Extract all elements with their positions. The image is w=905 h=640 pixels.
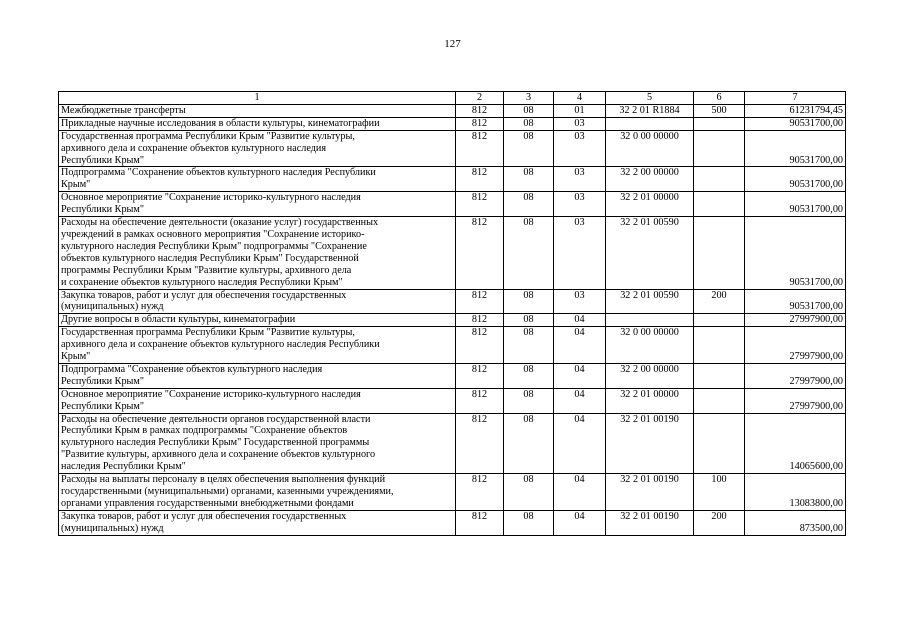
column-header: 7 bbox=[745, 92, 846, 105]
table-row bbox=[59, 413, 846, 474]
amount-cell: 90531700,00 bbox=[745, 167, 846, 192]
amount-cell: 873500,00 bbox=[745, 510, 846, 535]
table-row bbox=[59, 363, 846, 388]
item-name-cell: Подпрограмма "Сохранение объектов культурного наследия Республики Крым" bbox=[59, 363, 456, 388]
expense-type-cell: 200 bbox=[694, 510, 745, 535]
subsection-cell: 03 bbox=[554, 117, 606, 130]
table-row bbox=[59, 167, 846, 192]
code-cell: 812 bbox=[456, 217, 504, 289]
subsection-cell: 03 bbox=[554, 167, 606, 192]
column-header: 6 bbox=[694, 92, 745, 105]
subsection-cell: 03 bbox=[554, 192, 606, 217]
budget-table bbox=[58, 91, 846, 536]
code-cell: 812 bbox=[456, 104, 504, 117]
code-cell: 812 bbox=[456, 117, 504, 130]
expense-type-cell: 100 bbox=[694, 474, 745, 511]
amount-cell: 14065600,00 bbox=[745, 413, 846, 474]
item-name-cell: Закупка товаров, работ и услуг для обеспечения государственных (муниципальных) нужд bbox=[59, 289, 456, 314]
amount-cell: 13083800,00 bbox=[745, 474, 846, 511]
code-cell: 812 bbox=[456, 363, 504, 388]
code-cell: 812 bbox=[456, 130, 504, 167]
subsection-cell: 01 bbox=[554, 104, 606, 117]
code-cell: 812 bbox=[456, 167, 504, 192]
table-row bbox=[59, 510, 846, 535]
expense-type-cell bbox=[694, 388, 745, 413]
target-article-cell bbox=[606, 314, 694, 327]
item-name-cell: Межбюджетные трансферты bbox=[59, 104, 456, 117]
section-cell: 08 bbox=[504, 289, 554, 314]
table-row bbox=[59, 217, 846, 289]
expense-type-cell bbox=[694, 192, 745, 217]
item-name-cell: Государственная программа Республики Крым "Развитие культуры, архивного дела и сохранение объектов культурного наследия Республики Крым" bbox=[59, 130, 456, 167]
code-cell: 812 bbox=[456, 192, 504, 217]
amount-cell: 90531700,00 bbox=[745, 289, 846, 314]
code-cell: 812 bbox=[456, 327, 504, 364]
target-article-cell: 32 2 01 00590 bbox=[606, 289, 694, 314]
target-article-cell: 32 2 01 00190 bbox=[606, 510, 694, 535]
target-article-cell: 32 2 01 00000 bbox=[606, 388, 694, 413]
table-row bbox=[59, 327, 846, 364]
column-header: 5 bbox=[606, 92, 694, 105]
table-header-row bbox=[59, 92, 846, 105]
subsection-cell: 03 bbox=[554, 217, 606, 289]
amount-cell: 27997900,00 bbox=[745, 314, 846, 327]
section-cell: 08 bbox=[504, 117, 554, 130]
item-name-cell: Расходы на обеспечение деятельности (оказание услуг) государственных учреждений в рамках основного мероприятия "Сохранение историко- культурного наследия Республики Крым" подпрограммы "Сохранение объектов культурного наследия Республики Крым" Государственной программы Республики Крым "Развитие культуры, архивного дела и сохранение объектов культурного наследия Республики Крым" bbox=[59, 217, 456, 289]
table-row bbox=[59, 474, 846, 511]
section-cell: 08 bbox=[504, 363, 554, 388]
code-cell: 812 bbox=[456, 413, 504, 474]
item-name-cell: Закупка товаров, работ и услуг для обеспечения государственных (муниципальных) нужд bbox=[59, 510, 456, 535]
section-cell: 08 bbox=[504, 474, 554, 511]
expense-type-cell bbox=[694, 327, 745, 364]
expense-type-cell bbox=[694, 167, 745, 192]
column-header: 4 bbox=[554, 92, 606, 105]
amount-cell: 90531700,00 bbox=[745, 217, 846, 289]
subsection-cell: 04 bbox=[554, 363, 606, 388]
table-row bbox=[59, 388, 846, 413]
section-cell: 08 bbox=[504, 314, 554, 327]
expense-type-cell bbox=[694, 217, 745, 289]
code-cell: 812 bbox=[456, 474, 504, 511]
column-header: 2 bbox=[456, 92, 504, 105]
amount-cell: 90531700,00 bbox=[745, 192, 846, 217]
subsection-cell: 04 bbox=[554, 327, 606, 364]
table-body bbox=[59, 104, 846, 535]
subsection-cell: 03 bbox=[554, 289, 606, 314]
table-row bbox=[59, 314, 846, 327]
item-name-cell: Подпрограмма "Сохранение объектов культурного наследия Республики Крым" bbox=[59, 167, 456, 192]
table-row bbox=[59, 104, 846, 117]
code-cell: 812 bbox=[456, 289, 504, 314]
subsection-cell: 04 bbox=[554, 314, 606, 327]
section-cell: 08 bbox=[504, 192, 554, 217]
item-name-cell: Основное мероприятие "Сохранение историко-культурного наследия Республики Крым" bbox=[59, 192, 456, 217]
subsection-cell: 04 bbox=[554, 413, 606, 474]
target-article-cell: 32 0 00 00000 bbox=[606, 327, 694, 364]
page-number: 127 bbox=[444, 38, 461, 50]
target-article-cell: 32 2 01 00190 bbox=[606, 474, 694, 511]
item-name-cell: Расходы на обеспечение деятельности органов государственной власти Республики Крым в рамках подпрограммы "Сохранение объектов культурного наследия Республики Крым" Государственной программы "Развитие культуры, архивного дела и сохранение объектов культурного наследия Республики Крым" bbox=[59, 413, 456, 474]
section-cell: 08 bbox=[504, 413, 554, 474]
item-name-cell: Расходы на выплаты персоналу в целях обеспечения выполнения функций государственными (муниципальными) органами, казенными учреждениями, органами управления государственными внебюджетными фондами bbox=[59, 474, 456, 511]
expense-type-cell: 500 bbox=[694, 104, 745, 117]
item-name-cell: Прикладные научные исследования в области культуры, кинематографии bbox=[59, 117, 456, 130]
amount-cell: 27997900,00 bbox=[745, 388, 846, 413]
expense-type-cell bbox=[694, 413, 745, 474]
item-name-cell: Другие вопросы в области культуры, кинематографии bbox=[59, 314, 456, 327]
amount-cell: 90531700,00 bbox=[745, 130, 846, 167]
expense-type-cell bbox=[694, 363, 745, 388]
section-cell: 08 bbox=[504, 217, 554, 289]
table-row bbox=[59, 289, 846, 314]
section-cell: 08 bbox=[504, 388, 554, 413]
item-name-cell: Государственная программа Республики Крым "Развитие культуры, архивного дела и сохранение объектов культурного наследия Республики Крым" bbox=[59, 327, 456, 364]
target-article-cell: 32 2 01 00590 bbox=[606, 217, 694, 289]
item-name-cell: Основное мероприятие "Сохранение историко-культурного наследия Республики Крым" bbox=[59, 388, 456, 413]
column-header: 3 bbox=[504, 92, 554, 105]
expense-type-cell bbox=[694, 314, 745, 327]
expense-type-cell bbox=[694, 117, 745, 130]
target-article-cell: 32 2 00 00000 bbox=[606, 167, 694, 192]
section-cell: 08 bbox=[504, 104, 554, 117]
section-cell: 08 bbox=[504, 510, 554, 535]
amount-cell: 61231794,45 bbox=[745, 104, 846, 117]
section-cell: 08 bbox=[504, 167, 554, 192]
column-header: 1 bbox=[59, 92, 456, 105]
section-cell: 08 bbox=[504, 327, 554, 364]
target-article-cell: 32 2 01 00000 bbox=[606, 192, 694, 217]
expense-type-cell bbox=[694, 130, 745, 167]
table-row bbox=[59, 192, 846, 217]
code-cell: 812 bbox=[456, 510, 504, 535]
subsection-cell: 04 bbox=[554, 388, 606, 413]
subsection-cell: 04 bbox=[554, 510, 606, 535]
expense-type-cell: 200 bbox=[694, 289, 745, 314]
target-article-cell: 32 2 01 00190 bbox=[606, 413, 694, 474]
code-cell: 812 bbox=[456, 314, 504, 327]
subsection-cell: 03 bbox=[554, 130, 606, 167]
section-cell: 08 bbox=[504, 130, 554, 167]
subsection-cell: 04 bbox=[554, 474, 606, 511]
amount-cell: 27997900,00 bbox=[745, 327, 846, 364]
target-article-cell bbox=[606, 117, 694, 130]
table-row bbox=[59, 117, 846, 130]
target-article-cell: 32 0 00 00000 bbox=[606, 130, 694, 167]
table-row bbox=[59, 130, 846, 167]
target-article-cell: 32 2 00 00000 bbox=[606, 363, 694, 388]
code-cell: 812 bbox=[456, 388, 504, 413]
amount-cell: 27997900,00 bbox=[745, 363, 846, 388]
target-article-cell: 32 2 01 R1884 bbox=[606, 104, 694, 117]
amount-cell: 90531700,00 bbox=[745, 117, 846, 130]
